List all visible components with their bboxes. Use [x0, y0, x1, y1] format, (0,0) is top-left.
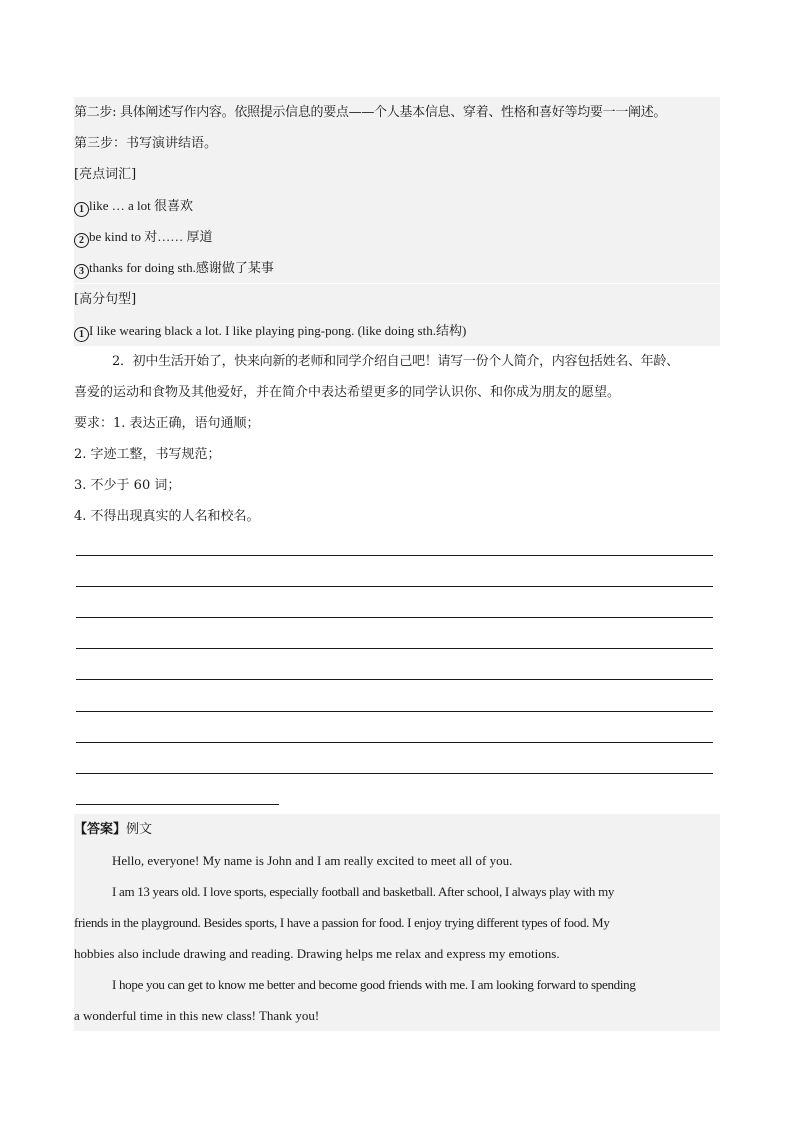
- circled-number: 1: [74, 202, 89, 217]
- writing-line[interactable]: [76, 679, 713, 680]
- requirement-item: 2. 字迹工整，书写规范；: [74, 447, 221, 462]
- answer-line: I am 13 years old. I love sports, especially football and basketball. After school, I always play with my: [74, 876, 720, 907]
- answer-line: hobbies also include drawing and reading. Drawing helps me relax and express my emotions.: [74, 938, 720, 969]
- sentence-text: I like wearing black a lot. I like playing ping-pong. (like doing sth.结构): [89, 323, 467, 338]
- writing-line-short[interactable]: [76, 804, 279, 805]
- circled-number: 1: [74, 327, 89, 342]
- vocab-item: [74, 252, 720, 283]
- answer-line: I hope you can get to know me better and become good friends with me. I am looking forward to spending: [74, 969, 720, 1000]
- writing-line[interactable]: [76, 555, 713, 556]
- writing-line[interactable]: [76, 742, 713, 743]
- vocab-item: [74, 190, 720, 221]
- requirement-item: 3. 不少于 60 词；: [74, 478, 181, 493]
- writing-line[interactable]: [76, 617, 713, 618]
- sentence-header: [高分句型]: [74, 284, 720, 315]
- requirement-item: 4. 不得出现真实的人名和校名。: [74, 509, 260, 524]
- vocab-header: [亮点词汇]: [74, 159, 720, 190]
- answer-label: 【答案】: [74, 822, 127, 837]
- requirement-item: 要求：1. 表达正确，语句通顺；: [74, 416, 260, 431]
- circled-number: 2: [74, 233, 89, 248]
- sentence-item: [74, 315, 720, 346]
- writing-line[interactable]: [76, 711, 713, 712]
- vocab-text: thanks for doing sth.感谢做了某事: [89, 260, 274, 275]
- circled-number: 3: [74, 264, 89, 279]
- answer-heading: [74, 814, 720, 845]
- answer-line: a wonderful time in this new class! Thank you!: [74, 1000, 720, 1031]
- task-prompt-line: 喜爱的运动和食物及其他爱好，并在简介中表达希望更多的同学认识你、和你成为朋友的愿望。: [74, 385, 621, 400]
- writing-line[interactable]: [76, 648, 713, 649]
- writing-line[interactable]: [76, 586, 713, 587]
- step-three-text: 第三步：书写演讲结语。: [74, 128, 720, 159]
- step-two-text: 第二步: 具体阐述写作内容。依照提示信息的要点——个人基本信息、穿着、性格和喜好等均要一一阐述。: [74, 97, 720, 128]
- answer-line: friends in the playground. Besides sports, I have a passion for food. I enjoy trying different types of food. My: [74, 907, 720, 938]
- vocab-text: like … a lot 很喜欢: [89, 198, 193, 213]
- task-prompt-line: 2．初中生活开始了，快来向新的老师和同学介绍自己吧！请写一份个人简介，内容包括姓名、年龄、: [112, 354, 679, 369]
- vocab-text: be kind to 对…… 厚道: [89, 229, 213, 244]
- writing-line[interactable]: [76, 773, 713, 774]
- answer-line: Hello, everyone! My name is John and I am really excited to meet all of you.: [74, 845, 720, 876]
- vocab-item: [74, 221, 720, 252]
- answer-title: 例文: [126, 822, 153, 837]
